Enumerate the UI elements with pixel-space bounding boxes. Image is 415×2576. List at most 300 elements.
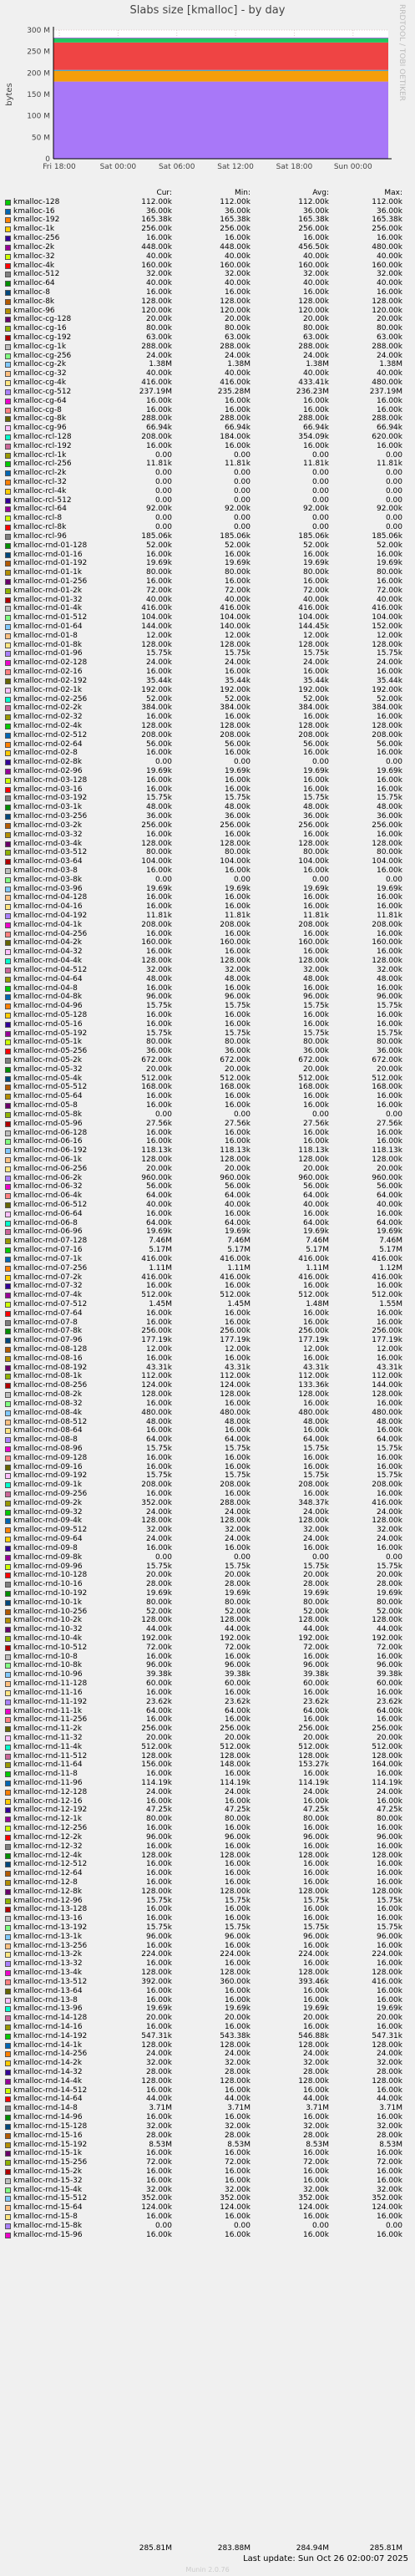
legend-value-avg: 672.00k — [298, 1056, 329, 1064]
legend-value-avg: 0.00 — [311, 469, 329, 478]
legend-series-name: kmalloc-rnd-09-96 — [13, 1562, 83, 1571]
legend-swatch — [5, 1771, 11, 1777]
legend-series-name: kmalloc-rcl-8k — [13, 523, 67, 532]
legend-row — [5, 460, 411, 469]
legend-value-avg: 7.46M — [306, 1237, 329, 1246]
legend-series-name: kmalloc-rnd-08-96 — [13, 1444, 83, 1453]
legend-value-max: 16.00k — [377, 2149, 402, 2158]
legend-value-cur: 16.00k — [146, 1715, 172, 1725]
legend-series-name: kmalloc-rcl-8 — [13, 514, 63, 523]
legend-value-max: 64.00k — [377, 1218, 402, 1227]
legend-value-avg: 16.00k — [303, 1860, 329, 1869]
legend-value-min: 32.00k — [225, 2121, 251, 2131]
legend-row — [5, 2023, 411, 2032]
legend-value-max: 36.00k — [377, 812, 402, 821]
legend-row — [5, 758, 411, 767]
legend-value-min: 140.00k — [220, 622, 251, 631]
legend-value-max: 208.00k — [372, 920, 402, 929]
legend-value-min: 20.00k — [225, 1164, 251, 1173]
y-tick-label: 100 M — [27, 112, 50, 121]
legend-series-name: kmalloc-rnd-07-128 — [13, 1237, 88, 1246]
legend-series-name: kmalloc-rcl-2k — [13, 469, 67, 478]
legend-value-avg: 0.00 — [311, 758, 329, 767]
legend-value-cur: 16.00k — [146, 830, 172, 839]
legend-value-min: 128.00k — [220, 2076, 251, 2086]
total-min: 283.88M — [217, 2544, 251, 2553]
legend-value-avg: 20.00k — [303, 1733, 329, 1742]
legend-series-name: kmalloc-rnd-06-32 — [13, 1182, 83, 1191]
legend-swatch — [5, 2106, 11, 2111]
legend-value-cur: 80.00k — [146, 1815, 172, 1824]
legend-value-avg: 24.00k — [303, 1507, 329, 1517]
legend-value-cur: 64.00k — [146, 1435, 172, 1445]
legend-row — [5, 2077, 411, 2086]
legend-value-min: 15.75k — [225, 1896, 251, 1905]
legend-swatch — [5, 389, 11, 395]
legend-value-avg: 16.00k — [303, 1462, 329, 1471]
legend-swatch — [5, 932, 11, 937]
legend-value-cur: 20.00k — [146, 1733, 172, 1742]
legend-value-avg: 24.00k — [303, 658, 329, 668]
legend-value-min: 960.00k — [220, 1173, 251, 1182]
legend-swatch — [5, 651, 11, 657]
legend-value-cur: 512.00k — [141, 1742, 172, 1751]
legend-value-cur: 128.00k — [141, 1517, 172, 1526]
legend-value-max: 16.00k — [377, 1308, 402, 1318]
legend-swatch — [5, 1320, 11, 1326]
legend-value-cur: 92.00k — [146, 505, 172, 514]
legend-row — [5, 1227, 411, 1237]
legend-value-max: 160.00k — [372, 938, 402, 948]
legend-value-avg: 80.00k — [303, 1815, 329, 1824]
legend-row — [5, 1182, 411, 1191]
legend-swatch — [5, 1139, 11, 1145]
legend-value-max: 24.00k — [377, 1507, 402, 1517]
legend-swatch — [5, 1157, 11, 1163]
legend-value-avg: 52.00k — [303, 694, 329, 704]
legend-swatch — [5, 1212, 11, 1217]
legend-value-avg: 0.00 — [311, 486, 329, 495]
legend-value-min: 360.00k — [220, 1977, 251, 1986]
legend-value-cur: 288.00k — [141, 414, 172, 424]
legend-value-min: 16.00k — [225, 713, 251, 722]
legend-swatch — [5, 1347, 11, 1353]
legend-value-min: 128.00k — [220, 640, 251, 649]
legend-value-min: 0.00 — [233, 523, 251, 532]
legend-swatch — [5, 1555, 11, 1561]
legend-value-avg: 224.00k — [298, 1950, 329, 1959]
legend-value-min: 16.00k — [225, 1019, 251, 1029]
legend-row — [5, 333, 411, 343]
legend-series-name: kmalloc-rnd-06-64 — [13, 1209, 83, 1218]
legend-series-name: kmalloc-rnd-13-4k — [13, 1969, 83, 1978]
legend-value-avg: 16.00k — [303, 713, 329, 722]
legend-value-cur: 16.00k — [146, 983, 172, 993]
legend-value-min: 16.00k — [225, 866, 251, 875]
legend-series-name: kmalloc-rnd-12-16 — [13, 1796, 83, 1806]
legend-row — [5, 1905, 411, 1914]
legend-value-avg: 1.38M — [306, 360, 329, 369]
legend-series-name: kmalloc-rnd-12-4k — [13, 1851, 83, 1860]
legend-value-avg: 118.13k — [298, 1146, 329, 1156]
legend-value-max: 72.00k — [377, 586, 402, 595]
legend-series-name: kmalloc-rnd-05-256 — [13, 1047, 88, 1056]
legend-series-name: kmalloc-rnd-09-2k — [13, 1498, 83, 1507]
legend-row — [5, 2113, 411, 2122]
legend-value-avg: 16.00k — [303, 1490, 329, 1498]
legend-series-name: kmalloc-rnd-15-8 — [13, 2213, 78, 2221]
legend-swatch — [5, 787, 11, 793]
legend-value-min: 672.00k — [220, 1056, 251, 1064]
legend-row — [5, 478, 411, 487]
legend-value-min: 184.00k — [220, 432, 251, 441]
legend-series-name: kmalloc-rnd-03-1k — [13, 803, 83, 812]
legend-value-min: 19.69k — [225, 1227, 251, 1237]
legend-swatch — [5, 525, 11, 531]
legend-value-min: 177.19k — [220, 1336, 251, 1345]
legend-row — [5, 1400, 411, 1409]
legend-value-cur: 416.00k — [141, 379, 172, 388]
legend-value-cur: 56.00k — [146, 739, 172, 749]
legend-series-name: kmalloc-rnd-02-64 — [13, 739, 83, 749]
legend-value-cur: 40.00k — [146, 369, 172, 379]
legend-value-max: 512.00k — [372, 1742, 402, 1751]
legend-value-max: 416.00k — [372, 1498, 402, 1507]
legend-value-max: 16.00k — [377, 234, 402, 243]
legend-swatch — [5, 1726, 11, 1732]
legend-row — [5, 1608, 411, 1617]
legend-value-cur: 16.00k — [146, 1490, 172, 1498]
legend-swatch — [5, 308, 11, 314]
legend-value-avg: 416.00k — [298, 1254, 329, 1263]
legend-swatch — [5, 2151, 11, 2157]
legend-value-cur: 16.00k — [146, 2213, 172, 2221]
legend-value-min: 96.00k — [225, 1932, 251, 1941]
legend-value-cur: 48.00k — [146, 803, 172, 812]
legend-value-cur: 480.00k — [141, 1408, 172, 1417]
legend-value-max: 128.00k — [372, 1751, 402, 1761]
legend-value-min: 0.00 — [233, 469, 251, 478]
legend-value-cur: 16.00k — [146, 1019, 172, 1029]
legend-value-min: 0.00 — [233, 495, 251, 505]
legend-swatch — [5, 1148, 11, 1154]
legend-value-avg: 16.00k — [303, 550, 329, 559]
legend-series-name: kmalloc-rnd-01-192 — [13, 559, 88, 568]
legend-value-cur: 7.46M — [149, 1237, 172, 1246]
legend-row — [5, 424, 411, 433]
legend-swatch — [5, 1221, 11, 1227]
legend-value-max: 16.00k — [377, 785, 402, 794]
legend-row — [5, 1553, 411, 1562]
legend-value-cur: 3.71M — [149, 2104, 172, 2113]
legend-value-cur: 128.00k — [141, 957, 172, 966]
legend-value-avg: 16.00k — [303, 1128, 329, 1137]
legend-row — [5, 1571, 411, 1580]
legend-series-name: kmalloc-rnd-09-32 — [13, 1507, 83, 1517]
legend-row — [5, 2059, 411, 2068]
legend-row — [5, 343, 411, 352]
legend-value-max: 80.00k — [377, 1598, 402, 1607]
legend-value-cur: 960.00k — [141, 1173, 172, 1182]
legend-value-min: 16.00k — [225, 1318, 251, 1327]
y-tick-label: 200 M — [27, 69, 50, 79]
legend-value-max: 620.00k — [372, 432, 402, 441]
legend-row — [5, 532, 411, 541]
legend-row — [5, 2141, 411, 2150]
legend-value-min: 118.13k — [220, 1146, 251, 1156]
legend-row — [5, 262, 411, 271]
legend-value-max: 40.00k — [377, 595, 402, 604]
legend-value-avg: 96.00k — [303, 1932, 329, 1941]
legend-value-max: 416.00k — [372, 1273, 402, 1282]
legend-value-avg: 16.00k — [303, 405, 329, 414]
area-kmalloc-8k — [53, 70, 388, 71]
legend-value-min: 448.00k — [220, 242, 251, 252]
legend-value-cur: 16.00k — [146, 1652, 172, 1661]
y-axis-label: bytes — [5, 83, 14, 106]
legend-value-avg: 16.00k — [303, 929, 329, 938]
legend-value-max: 16.00k — [377, 830, 402, 839]
legend-value-cur: 16.00k — [146, 1318, 172, 1327]
legend-value-avg: 16.00k — [303, 1282, 329, 1291]
legend-swatch — [5, 1690, 11, 1696]
legend-value-max: 24.00k — [377, 351, 402, 360]
legend-value-cur: 416.00k — [141, 604, 172, 613]
legend-value-min: 72.00k — [225, 586, 251, 595]
legend-value-max: 15.75k — [377, 1002, 402, 1011]
legend-value-avg: 16.00k — [303, 1399, 329, 1408]
legend-row — [5, 1490, 411, 1499]
legend-series-name: kmalloc-rnd-07-64 — [13, 1308, 83, 1318]
legend-value-max: 52.00k — [377, 1607, 402, 1616]
legend-value-avg: 16.00k — [303, 2176, 329, 2185]
legend-value-avg: 12.00k — [303, 1345, 329, 1354]
legend-value-avg: 208.00k — [298, 730, 329, 739]
legend-row — [5, 1950, 411, 1959]
legend-series-name: kmalloc-rnd-01-512 — [13, 613, 88, 622]
legend-swatch — [5, 1031, 11, 1037]
legend-swatch — [5, 913, 11, 919]
legend-value-avg: 72.00k — [303, 586, 329, 595]
legend-swatch — [5, 1428, 11, 1434]
legend-series-name: kmalloc-rnd-03-2k — [13, 821, 83, 830]
legend-value-max: 128.00k — [372, 1390, 402, 1400]
legend-row — [5, 740, 411, 749]
legend-value-cur: 128.00k — [141, 1851, 172, 1860]
rrdtool-credit: RRDTOOL / TOBI OETIKER — [397, 4, 406, 101]
legend-value-max: 0.00 — [385, 486, 402, 495]
legend-value-cur: 40.00k — [146, 595, 172, 604]
legend-value-cur: 120.00k — [141, 306, 172, 315]
legend-value-avg: 16.00k — [303, 668, 329, 677]
legend-value-max: 80.00k — [377, 1815, 402, 1824]
legend-swatch — [5, 1176, 11, 1181]
legend-swatch — [5, 1383, 11, 1389]
legend-swatch — [5, 2133, 11, 2139]
legend-row — [5, 2104, 411, 2113]
legend-swatch — [5, 299, 11, 305]
legend-row — [5, 966, 411, 975]
legend-row — [5, 1210, 411, 1219]
legend-value-max: 16.00k — [377, 1453, 402, 1462]
area-kmalloc-rnd-02-256 — [53, 71, 388, 82]
legend-value-cur: 19.69k — [146, 1588, 172, 1598]
legend-value-cur: 28.00k — [146, 2068, 172, 2076]
legend-value-cur: 168.00k — [141, 1083, 172, 1092]
legend-value-avg: 0.00 — [311, 514, 329, 523]
legend-value-min: 11.81k — [225, 912, 251, 920]
legend-value-min: 208.00k — [220, 1481, 251, 1490]
legend-row — [5, 469, 411, 478]
legend-value-min: 12.00k — [225, 1345, 251, 1354]
legend-value-min: 39.38k — [225, 1670, 251, 1679]
legend-swatch — [5, 1618, 11, 1623]
legend-value-cur: 0.00 — [154, 1552, 172, 1562]
legend-value-avg: 72.00k — [303, 2158, 329, 2167]
legend-series-name: kmalloc-rnd-01-128 — [13, 541, 88, 550]
legend-value-cur: 16.00k — [146, 1986, 172, 1995]
legend-value-min: 16.00k — [225, 1905, 251, 1914]
legend-row — [5, 1996, 411, 2005]
legend-value-max: 164.00k — [372, 1761, 402, 1770]
legend-value-min: 16.00k — [225, 1796, 251, 1806]
legend-swatch — [5, 841, 11, 847]
legend-value-min: 19.69k — [225, 1588, 251, 1598]
legend-series-name: kmalloc-rnd-07-32 — [13, 1282, 83, 1291]
legend-value-max: 28.00k — [377, 2068, 402, 2076]
legend-series-name: kmalloc-rnd-09-16 — [13, 1462, 83, 1471]
legend-value-avg: 256.00k — [298, 821, 329, 830]
header-avg: Avg: — [312, 189, 329, 197]
legend-series-name: kmalloc-rnd-04-64 — [13, 974, 83, 983]
legend-value-cur: 352.00k — [141, 2194, 172, 2203]
legend-value-min: 72.00k — [225, 1643, 251, 1652]
legend-value-max: 128.00k — [372, 721, 402, 730]
legend-value-avg: 19.69k — [303, 2004, 329, 2014]
legend-value-avg: 43.31k — [303, 1363, 329, 1372]
legend-row — [5, 1282, 411, 1291]
legend-swatch — [5, 317, 11, 323]
legend-value-max: 960.00k — [372, 1173, 402, 1182]
legend-value-avg: 348.37k — [298, 1498, 329, 1507]
legend-series-name: kmalloc-rcl-4k — [13, 486, 67, 495]
legend-value-max: 192.00k — [372, 685, 402, 694]
legend-value-max: 16.00k — [377, 1019, 402, 1029]
legend-value-avg: 40.00k — [303, 279, 329, 288]
legend-swatch — [5, 2124, 11, 2130]
legend-series-name: kmalloc-rnd-14-64 — [13, 2095, 83, 2104]
legend-swatch — [5, 1645, 11, 1651]
legend-value-cur: 16.00k — [146, 668, 172, 677]
legend-series-name: kmalloc-rnd-10-4k — [13, 1634, 83, 1643]
legend-value-avg: 28.00k — [303, 1580, 329, 1589]
legend-series-name: kmalloc-rnd-14-8 — [13, 2104, 78, 2113]
legend-swatch — [5, 1374, 11, 1379]
legend-value-max: 16.00k — [377, 1399, 402, 1408]
legend-series-name: kmalloc-rnd-04-1k — [13, 920, 83, 929]
legend-value-min: 128.00k — [220, 1969, 251, 1978]
legend-value-max: 32.00k — [377, 2059, 402, 2068]
legend-value-avg: 80.00k — [303, 1598, 329, 1607]
legend-row — [5, 1589, 411, 1598]
legend-value-min: 16.00k — [225, 1426, 251, 1435]
legend-value-min: 16.00k — [225, 1101, 251, 1110]
legend-value-max: 32.00k — [377, 2185, 402, 2194]
legend-value-cur: 0.00 — [154, 1110, 172, 1119]
legend-value-cur: 5.17M — [149, 1246, 172, 1255]
legend-swatch — [5, 2223, 11, 2229]
legend-row — [5, 930, 411, 939]
legend-row — [5, 704, 411, 713]
legend-value-avg: 20.00k — [303, 1571, 329, 1580]
legend-value-max: 11.81k — [377, 912, 402, 920]
legend-value-min: 40.00k — [225, 279, 251, 288]
legend-series-name: kmalloc-rnd-06-96 — [13, 1227, 83, 1237]
legend-value-cur: 8.53M — [149, 2140, 172, 2149]
legend-series-name: kmalloc-rnd-15-2k — [13, 2167, 83, 2176]
legend-value-max: 480.00k — [372, 242, 402, 252]
legend-value-min: 92.00k — [225, 505, 251, 514]
legend-swatch — [5, 1745, 11, 1750]
legend-value-min: 416.00k — [220, 1273, 251, 1282]
legend-row — [5, 2213, 411, 2222]
legend-value-cur: 208.00k — [141, 920, 172, 929]
legend-value-cur: 118.13k — [141, 1146, 172, 1156]
legend-value-avg: 63.00k — [303, 333, 329, 342]
legend-value-max: 63.00k — [377, 333, 402, 342]
legend-value-cur: 16.00k — [146, 405, 172, 414]
legend-value-min: 192.00k — [220, 1634, 251, 1643]
legend-value-max: 16.00k — [377, 2086, 402, 2095]
legend-row — [5, 496, 411, 506]
legend-series-name: kmalloc-cg-4k — [13, 379, 67, 388]
legend-row — [5, 1508, 411, 1517]
legend-value-avg: 19.69k — [303, 767, 329, 775]
legend-series-name: kmalloc-cg-64 — [13, 396, 67, 405]
legend-series-name: kmalloc-rnd-14-16 — [13, 2022, 83, 2031]
legend-value-avg: 120.00k — [298, 306, 329, 315]
legend-swatch — [5, 1527, 11, 1533]
legend-value-max: 1.12M — [379, 1263, 402, 1273]
legend-row — [5, 1110, 411, 1120]
legend-value-min: 352.00k — [220, 2194, 251, 2203]
legend-value-avg: 19.69k — [303, 884, 329, 893]
totals-label — [5, 2544, 97, 2553]
legend-value-min: 416.00k — [220, 379, 251, 388]
legend-value-min: 16.00k — [225, 550, 251, 559]
legend-value-min: 512.00k — [220, 1742, 251, 1751]
legend-value-cur: 114.19k — [141, 1779, 172, 1787]
legend-series-name: kmalloc-rnd-10-96 — [13, 1670, 83, 1679]
legend-row — [5, 622, 411, 632]
legend-value-max: 16.00k — [377, 2167, 402, 2176]
legend-value-cur: 20.00k — [146, 1164, 172, 1173]
legend-series-name: kmalloc-rnd-11-96 — [13, 1779, 83, 1787]
legend-value-min: 16.00k — [225, 1543, 251, 1552]
legend-value-min: 16.00k — [225, 441, 251, 450]
legend-value-max: 16.00k — [377, 2176, 402, 2185]
legend-value-cur: 16.00k — [146, 1824, 172, 1833]
legend-value-avg: 15.75k — [303, 1444, 329, 1453]
legend-value-avg: 15.75k — [303, 1923, 329, 1932]
legend-row — [5, 1156, 411, 1165]
legend-series-name: kmalloc-rnd-07-1k — [13, 1254, 83, 1263]
legend-value-max: 36.00k — [377, 206, 402, 216]
legend-row — [5, 1852, 411, 1861]
legend-value-cur: 128.00k — [141, 1616, 172, 1625]
legend-value-max: 16.00k — [377, 1995, 402, 2004]
legend-value-min: 16.00k — [225, 1128, 251, 1137]
